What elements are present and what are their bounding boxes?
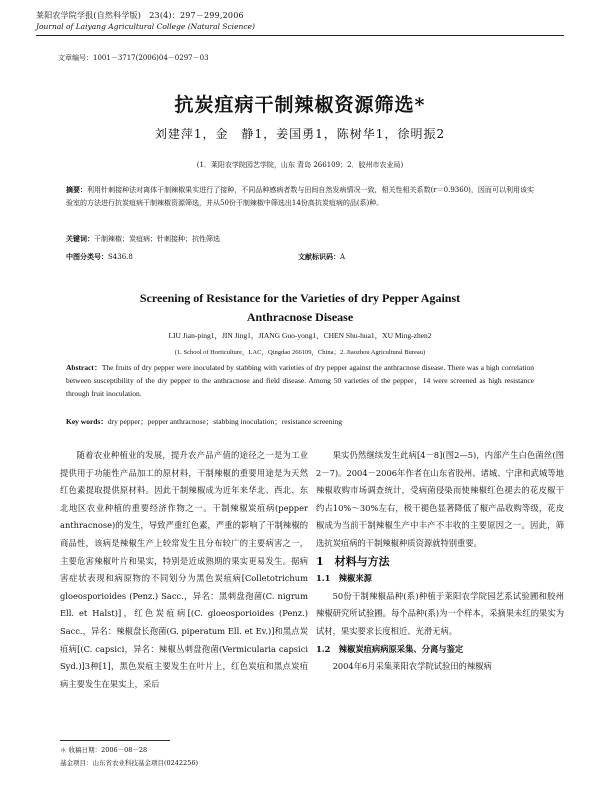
document-code-cn [298, 252, 345, 262]
classification-cn [66, 252, 133, 262]
footnote-divider [60, 740, 170, 741]
keywords-en-text: dry pepper；pepper anthracnose；stabbing inoculation；resistance screening [107, 417, 342, 426]
body-column-right [316, 447, 564, 676]
abstract-cn-label: 摘要： [66, 185, 88, 194]
body-paragraph: 2004年6月采集莱阳农学院试验田的辣椒病 [332, 661, 492, 672]
subsection-heading: 1.2 辣椒炭疽病病原采集、分离与鉴定 [316, 643, 464, 654]
footnote-received: ＊ 收稿日期：2006－08－28 [60, 746, 148, 754]
title-en-line2: Anthracnose Disease [246, 310, 354, 324]
subsection-heading: 1.1 辣椒来源 [316, 573, 372, 584]
classification-cn-label: 中图分类号： [66, 252, 108, 261]
authors-cn: 刘建萍1，金 静1，姜国勇1，陈树华1，徐明振2 [154, 127, 446, 141]
abstract-en-label: Abstract： [66, 363, 102, 372]
abstract-cn [66, 184, 534, 209]
body-paragraph: 50份干制辣椒品种(系)种植于莱阳农学院园艺系试验圃和胶州辣椒研究所试验圃。每个品种(系)为一个样本，采摘果未红的果实为试材，果实要求长度相近、光滑无病。 [316, 590, 564, 636]
document-code-cn-label: 文献标识码： [298, 252, 340, 261]
section-heading: 1 材料与方法 [316, 554, 390, 568]
footnote-fund: 基金项目：山东省农业科技基金项目(0242256) [60, 759, 199, 767]
classification-cn-text: S436.8 [108, 253, 133, 261]
body-paragraph: 随着农业种植业的发展，提升农产品产值的途径之一是为工业提供用于功能性产品加工的原材料，干制辣椒的重要用途是为天然红色素提取提供原材料。因此干制辣椒成为近年来华北、西北、东北地区农业种植的重要经济作物之一。干制辣椒炭疽病(pepper anthracnose)的发生，导致严重红色素，严重的影响了干制辣椒的商品性，该病是辣椒生产上较常发生且分布较广的主要病害之一，主要危害辣椒叶片和果实，特别是近成熟期的果实更易发生。据病害症状表现和病原物的不同划分为黑色炭疽病[Colletotrichum gloeosporioides (Penz.) Sacc.，异名：黑刺盘孢菌(C. nigrum Ell. et Halst)]，红色炭疽病[(C. gloeosporioides (Penz.) Sacc.，异名：辣椒盘长孢菌(G. piperatum Ell. et Ev.)]和黑点炭疽病[(C. capsici，异名：辣椒丛刺盘孢菌(Vermicularia capsici Syd.)]3种[1]，黑色炭疽主要发生在叶片上，红色炭疽和黑点炭疽病主要发生在果实上，采后 [60, 450, 308, 689]
affiliation-en: (1. School of Horticulture，LAC，Qingdao 266109，China；2. Jiaozhou Agricultural Bureau) [174, 349, 426, 356]
title-cn: 抗炭疽病干制辣椒资源筛选* [174, 94, 426, 116]
journal-header-cn: 莱阳农学院学报(自然科学版) 23(4)：297－299,2006 [36, 11, 244, 20]
journal-header-en: Journal of Laiyang Agricultural College (Natural Science) [36, 22, 255, 31]
abstract-en-text: The fruits of dry pepper were inoculated by stabbing with varieties of dry pepper against the anthracnose disease. There was a high correlation between susceptibility of the dry pepper to the anthracnose and field disease. Among 50 varieties of the pepper，14 were screened as high resistance through fruit inoculation. [66, 363, 534, 398]
header-divider [36, 35, 564, 36]
keywords-cn [66, 234, 220, 244]
affiliation-cn: (1．莱阳农学院园艺学院，山东 青岛 266109；2．胶州市农业局) [196, 161, 404, 169]
abstract-cn-text: 利用针刺接种法对离体干制辣椒果实进行了接种，不同品种感病者数与田间自然发病情况一致，相关性相关系数(r＝0.9360)，因而可以利用该实验室的方法进行抗炭疽病干制辣椒资源筛选，并从50份干制辣椒中筛选出14份高抗炭疽病的品(系)种。 [66, 186, 535, 207]
document-code-cn-text: A [340, 253, 346, 261]
keywords-en [66, 416, 342, 427]
authors-en: LIU Jian-ping1，JIN Jing1，JIANG Guo-yong1，CHEN Shu-hua1，XU Ming-zhen2 [168, 331, 432, 340]
body-column-left [60, 447, 308, 693]
keywords-cn-label: 关键词： [66, 234, 94, 243]
article-number: 文章编号：1001－3717(2006)04－0297－03 [58, 54, 209, 62]
abstract-en [66, 361, 534, 400]
title-en-line1: Screening of Resistance for the Varieties of dry Pepper Against [139, 291, 461, 305]
keywords-cn-text: 干制辣椒；炭疽病；针刺接种；抗性筛选 [94, 235, 220, 243]
body-paragraph: 果实仍然继续发生此病[4－8](图2—5)，内部产生白色菌丝(图2－7)。2004－2006年作者在山东省胶州、诸城、宁津和武城等地辣椒收购市场调查统计，受病菌侵染而使辣椒红色褪去的花皮椒干约占10%～30%左右，极干褪色显著降低了椒产品收购等级，花皮椒成为当前干制辣椒生产中丰产不丰收的主要原因之一。因此，筛选抗炭疽病的干制辣椒种质资源就特别重要。 [316, 450, 564, 548]
keywords-en-label: Key words： [66, 417, 108, 426]
title-en [0, 289, 600, 327]
